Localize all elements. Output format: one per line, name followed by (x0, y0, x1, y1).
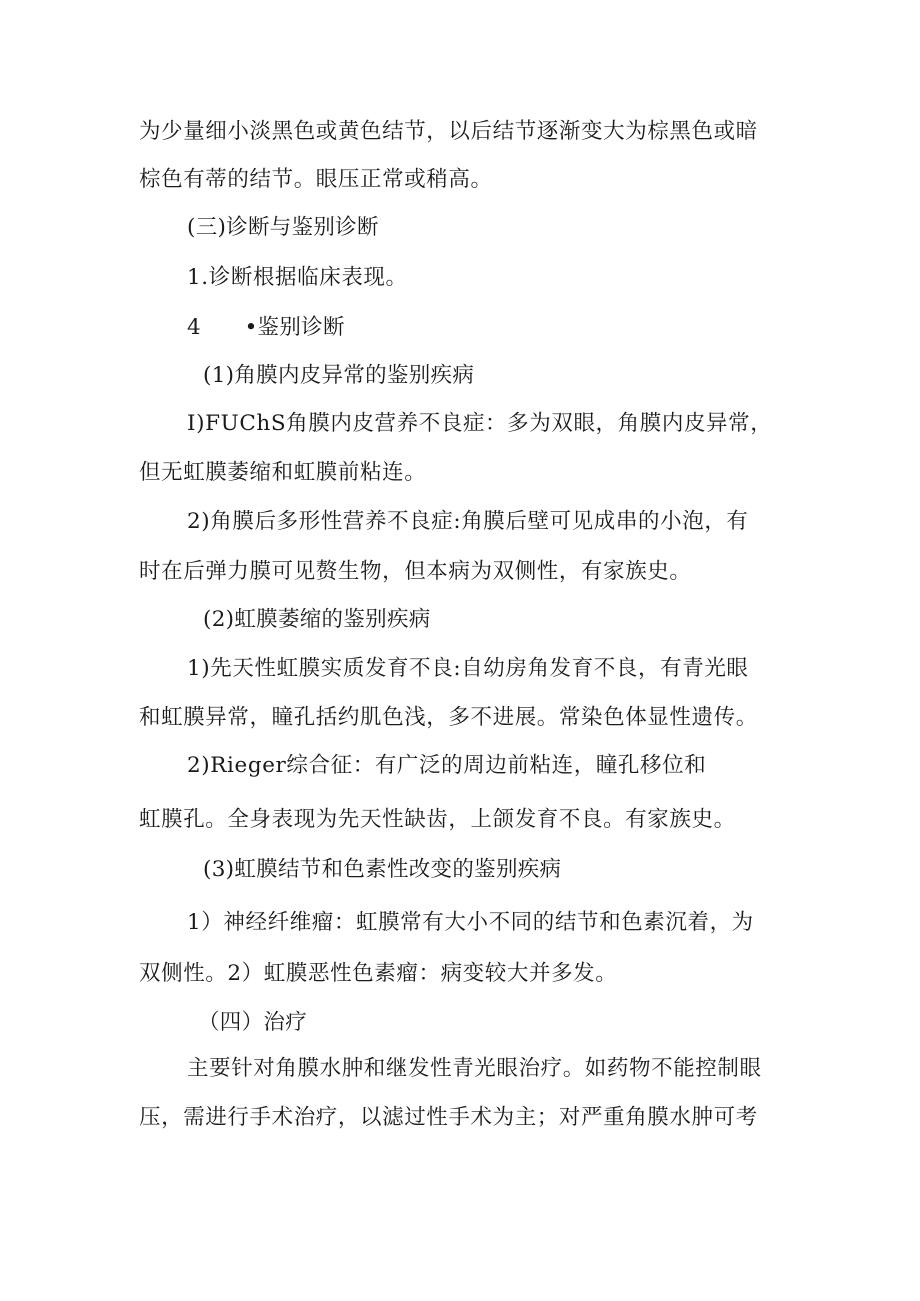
paragraph-line: 2)Rieger综合征：有广泛的周边前粘连，瞳孔移位和 (187, 753, 707, 778)
subsection-heading: 4 •鉴别诊断 (187, 315, 345, 340)
paragraph-line: I)FUChS角膜内皮营养不良症：多为双眼，角膜内皮异常， (187, 411, 773, 436)
paragraph-line: 时在后弹力膜可见赘生物，但本病为双侧性，有家族史。 (139, 559, 692, 584)
section-heading: （四）治疗 (198, 1010, 308, 1035)
paragraph-line: 虹膜孔。全身表现为先天性缺齿，上颌发育不良。有家族史。 (139, 807, 736, 832)
paragraph-line: 1)先天性虹膜实质发育不良:自幼房角发育不良，有青光眼 (187, 656, 749, 681)
paragraph-line: 主要针对角膜水肿和继发性青光眼治疗。如药物不能控制眼 (187, 1056, 762, 1081)
subsection-heading: (3)虹膜结节和色素性改变的鉴别疾病 (203, 857, 562, 882)
paragraph-line: 1）神经纤维瘤：虹膜常有大小不同的结节和色素沉着，为 (187, 910, 754, 935)
paragraph-line: 为少量细小淡黑色或黄色结节，以后结节逐渐变大为棕黑色或暗 (139, 119, 758, 144)
paragraph-line: 棕色有蒂的结节。眼压正常或稍高。 (139, 167, 493, 192)
paragraph-line: 双侧性。2）虹膜恶性色素瘤：病变较大并多发。 (139, 961, 618, 986)
subsection-heading: (1)角膜内皮异常的鉴别疾病 (203, 363, 475, 388)
section-heading: (三)诊断与鉴别诊断 (187, 215, 379, 240)
paragraph-line: 2)角膜后多形性营养不良症:角膜后壁可见成串的小泡，有 (187, 509, 749, 534)
subsection-heading: (2)虹膜萎缩的鉴别疾病 (203, 607, 431, 632)
paragraph-line: 但无虹膜萎缩和虹膜前粘连。 (139, 460, 427, 485)
paragraph-line: 和虹膜异常，瞳孔括约肌色浅，多不进展。常染色体显性遗传。 (139, 705, 758, 730)
paragraph-line: 1.诊断根据临床表现。 (187, 265, 408, 290)
paragraph-line: 压，需进行手术治疗，以滤过性手术为主；对严重角膜水肿可考 (139, 1105, 758, 1130)
